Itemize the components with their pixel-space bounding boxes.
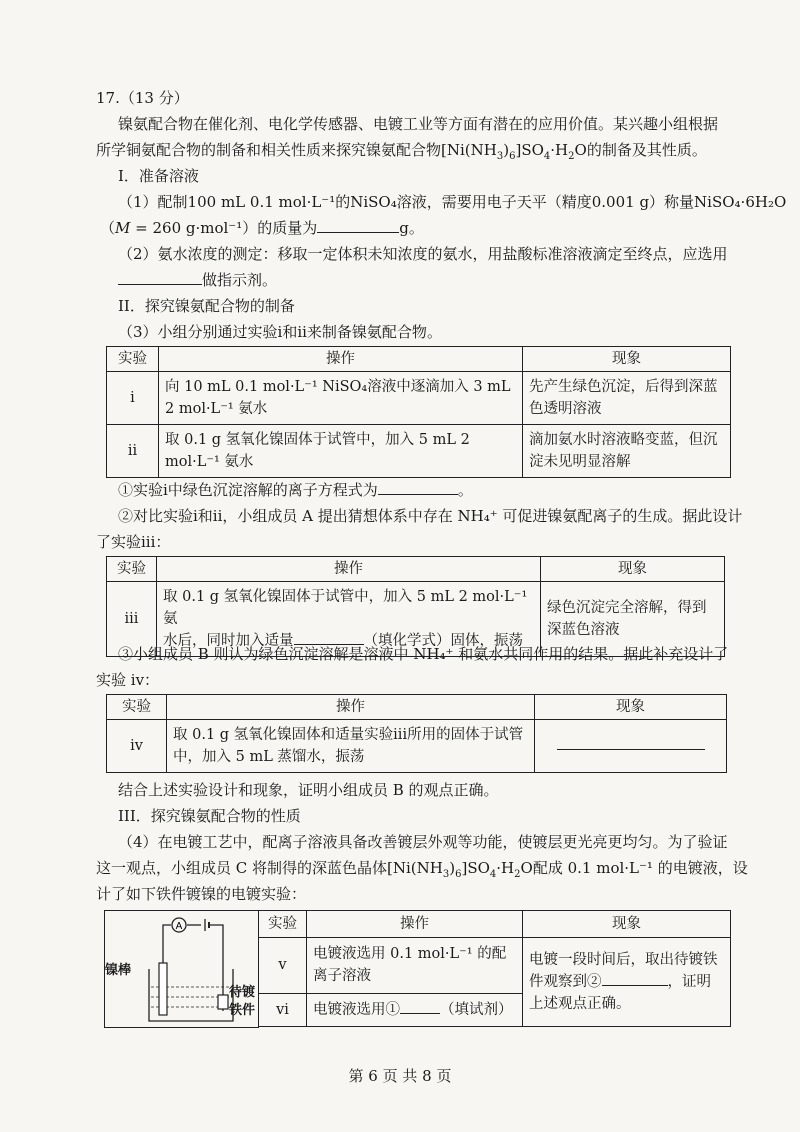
header-cell: 现象 (523, 347, 731, 372)
table-row (259, 937, 731, 993)
q4-line3: 计了如下铁件镀镍的电镀实验： (96, 885, 307, 903)
header-cell: 操作 (307, 911, 523, 938)
intro-line2-prefix: 所学铜氨配合物的制备和相关性质来探究镍氨配合物 (96, 141, 442, 159)
q3-1-prefix: ①实验i中绿色沉淀溶解的离子方程式为 (118, 481, 378, 499)
phenomenon-suffix: ，证明上述观点正确。 (529, 973, 711, 1012)
intro-line2 (96, 140, 707, 167)
phenomenon-cell: 绿色沉淀完全溶解，得到深蓝色溶液 (541, 582, 725, 657)
iii-reagent-blank[interactable] (294, 630, 364, 645)
operation-suffix: （填试剂） (440, 1001, 513, 1018)
electroplating-apparatus (104, 910, 259, 1028)
operation-line2-suffix: （填化学式）固体，振荡 (363, 633, 523, 649)
q4-line2 (96, 858, 748, 885)
q1-unit: g。 (399, 219, 424, 237)
q2-line1: （2）氨水浓度的测定：移取一定体积未知浓度的氨水，用盐酸标准溶液滴定至终点，应选用 (118, 245, 728, 263)
table-row (107, 720, 727, 773)
experiment-id: ii (107, 425, 159, 478)
header-cell: 操作 (167, 695, 535, 720)
operation-line1: 取 0.1 g 氢氧化镍固体于试管中，加入 5 mL 2 mol·L⁻¹ 氨 (163, 589, 528, 627)
q1-paren: （ (100, 219, 116, 237)
iron-label-2: 铁件 (229, 1003, 256, 1018)
intro-line1: 镍氨配合物在催化剂、电化学传感器、电镀工业等方面有潜在的应用价值。某兴趣小组根据 (118, 115, 719, 133)
q2-suffix: 做指示剂。 (202, 271, 278, 289)
header-cell: 现象 (541, 557, 725, 582)
operation-cell: 向 10 mL 0.1 mol·L⁻¹ NiSO₄溶液中逐滴加入 3 mL 2 mol·L⁻¹ 氨水 (159, 372, 523, 425)
experiment-id: iii (107, 582, 157, 657)
q2-answer-blank[interactable] (118, 270, 202, 285)
ammeter-label: A (175, 921, 183, 932)
table-experiments-i-ii (106, 346, 731, 478)
table-header-row (259, 911, 731, 938)
q3-2-line2: 了实验iii： (96, 533, 171, 551)
table-header-row (107, 695, 727, 720)
section2-title: II．探究镍氨配合物的制备 (118, 297, 295, 315)
q1-line2 (100, 218, 424, 238)
q4-line2-prefix: 这一观点，小组成员 C 将制得的深蓝色晶体 (96, 859, 388, 877)
iv-phenomenon-blank[interactable] (557, 735, 705, 750)
header-cell: 现象 (523, 911, 731, 938)
header-cell: 操作 (159, 347, 523, 372)
experiment-id: iv (107, 720, 167, 773)
experiment-id: vi (259, 993, 307, 1026)
phenomenon-prefix: 电镀一段时间后，取出待镀铁件观察到② (529, 951, 718, 990)
experiment-id: v (259, 937, 307, 993)
table-experiment-iv (106, 694, 727, 773)
table-row (107, 425, 731, 478)
q3-1-answer-blank[interactable] (378, 480, 458, 495)
operation-prefix: 电镀液选用① (313, 1001, 400, 1018)
header-cell: 实验 (259, 911, 307, 938)
q4-line2-suffix: 配成 0.1 mol·L⁻¹ 的电镀液，设 (532, 859, 748, 877)
operation-line2-prefix: 水后，同时加入适量 (163, 633, 294, 649)
q3-1-suffix: 。 (457, 481, 473, 499)
q3-1 (118, 480, 473, 500)
q3-2-line1: ②对比实验i和ii，小组成员 A 提出猜想体系中存在 NH₄⁺ 可促进镍氨配离子的生成。据此设计 (118, 507, 743, 525)
q3-3-line1: ③小组成员 B 则认为绿色沉淀溶解是溶液中 NH₄⁺ 和氨水共同作用的结果。据此补充设计了 (118, 645, 729, 663)
table-row (107, 372, 731, 425)
crystal-formula: $[Ni(NH_3)_6]SO_4\cdot H_2O$ (387, 859, 533, 880)
question-number-text: 17. (96, 89, 120, 107)
complex-formula: $[Ni(NH_3)_6]SO_4\cdot H_2O$ (441, 141, 587, 162)
q3-3-line2: 实验 iv： (96, 671, 160, 689)
q4-line1: （4）在电镀工艺中，配离子溶液具备改善镀层外观等功能，使镀层更光亮更均匀。为了验证 (118, 833, 728, 851)
table-header-row (107, 347, 731, 372)
header-cell: 实验 (107, 557, 157, 582)
operation-cell: 取 0.1 g 氢氧化镍固体和适量实验iii所用的固体于试管中，加入 5 mL 蒸馏水，振荡 (167, 720, 535, 773)
question-score: （13 分） (119, 89, 189, 107)
vi-reagent-blank[interactable] (400, 999, 440, 1014)
q3-intro: （3）小组分别通过实验i和ii来制备镍氨配合物。 (118, 323, 442, 341)
vi-phenomenon-blank[interactable] (602, 971, 668, 986)
phenomenon-cell: 滴加氨水时溶液略变蓝，但沉淀未见明显溶解 (523, 425, 731, 478)
section3-title: III．探究镍氨配合物的性质 (118, 807, 301, 825)
nickel-rod-label: 镍棒 (105, 963, 132, 978)
section1-title: I．准备溶液 (118, 167, 199, 185)
q1-answer-blank[interactable] (317, 218, 399, 233)
nickel-rod-icon (159, 963, 167, 1015)
table-experiments-v-vi (258, 910, 731, 1027)
table-experiment-iii (106, 556, 725, 657)
q2-line2 (118, 270, 277, 290)
q1-line1: （1）配制100 mL 0.1 mol·L⁻¹的NiSO₄溶液，需要用电子天平（精度0.001 g）称量NiSO₄·6H₂O (118, 193, 787, 211)
operation-cell: 电镀液选用 0.1 mol·L⁻¹ 的配离子溶液 (307, 937, 523, 993)
phenomenon-cell (523, 937, 731, 1026)
operation-cell (307, 993, 523, 1026)
phenomenon-cell: 先产生绿色沉淀，后得到深蓝色透明溶液 (523, 372, 731, 425)
intro-line2-suffix: 的制备及其性质。 (586, 141, 707, 159)
header-cell: 操作 (157, 557, 541, 582)
conclusion-text: 结合上述实验设计和现象，证明小组成员 B 的观点正确。 (118, 781, 499, 799)
iron-label-1: 待镀 (229, 985, 256, 1000)
operation-cell: 取 0.1 g 氢氧化镍固体于试管中，加入 5 mL 2 mol·L⁻¹ 氨水 (159, 425, 523, 478)
header-cell: 现象 (535, 695, 727, 720)
header-cell: 实验 (107, 347, 159, 372)
page-footer: 第 6 页 共 8 页 (348, 1067, 452, 1085)
table-header-row (107, 557, 725, 582)
iron-piece-icon (218, 995, 228, 1009)
q1-molar-symbol: M (115, 219, 131, 237)
header-cell: 实验 (107, 695, 167, 720)
experiment-id: i (107, 372, 159, 425)
q1-molar-text: = 260 g·mol⁻¹）的质量为 (130, 219, 318, 237)
question-number (96, 88, 189, 108)
phenomenon-cell (535, 720, 727, 773)
